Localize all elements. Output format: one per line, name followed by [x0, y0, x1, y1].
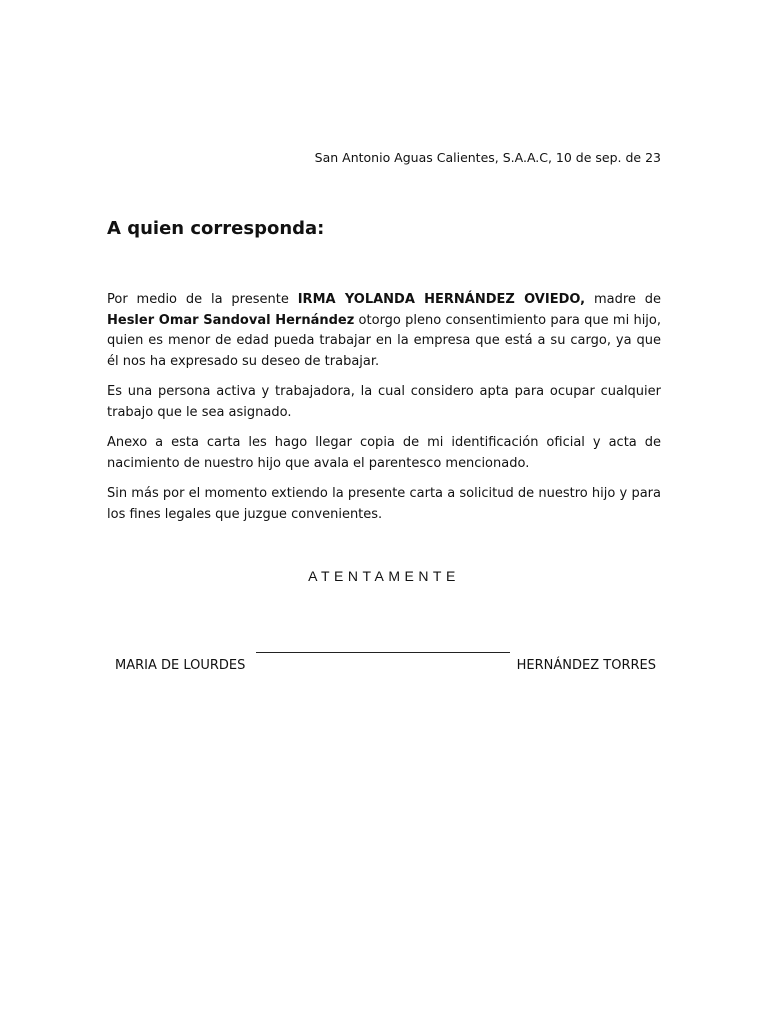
child-name: Hesler Omar Sandoval Hernández: [107, 312, 355, 328]
place-date: San Antonio Aguas Calientes, S.A.A.C, 10 de sep. de 23: [314, 150, 661, 165]
paragraph-rest: otorgo pleno consentimiento para que mi hijo, quien es menor de edad pueda trabajar en la empresa que está a su cargo, ya que él nos ha expresado su deseo de trabajar.: [107, 312, 661, 369]
paragraph-description: Es una persona activa y trabajadora, la cual considero apta para ocupar cualquier trabajo que le sea asignado.: [107, 384, 661, 420]
paragraph-consent: [107, 290, 661, 372]
letter-body: [107, 290, 661, 535]
closing-word: ATENTAMENTE: [308, 568, 460, 584]
mother-name: IRMA YOLANDA HERNÁNDEZ OVIEDO,: [297, 292, 586, 307]
paragraph-intro: Por medio de la presente: [107, 292, 298, 307]
signature-line: [256, 652, 510, 653]
paragraph-closing: Sin más por el momento extiendo la presente carta a solicitud de nuestro hijo y para los fines legales que juzgue convenientes.: [107, 486, 661, 522]
salutation: A quien corresponda:: [107, 218, 325, 239]
signature-name-left: MARIA DE LOURDES: [115, 658, 246, 673]
paragraph-mid: madre de: [585, 292, 661, 307]
paragraph-attachments: Anexo a esta carta les hago llegar copia de mi identificación oficial y acta de nacimiento de nuestro hijo que avala el parentesco mencionado.: [107, 435, 661, 471]
signature-name-right: HERNÁNDEZ TORRES: [516, 658, 656, 673]
